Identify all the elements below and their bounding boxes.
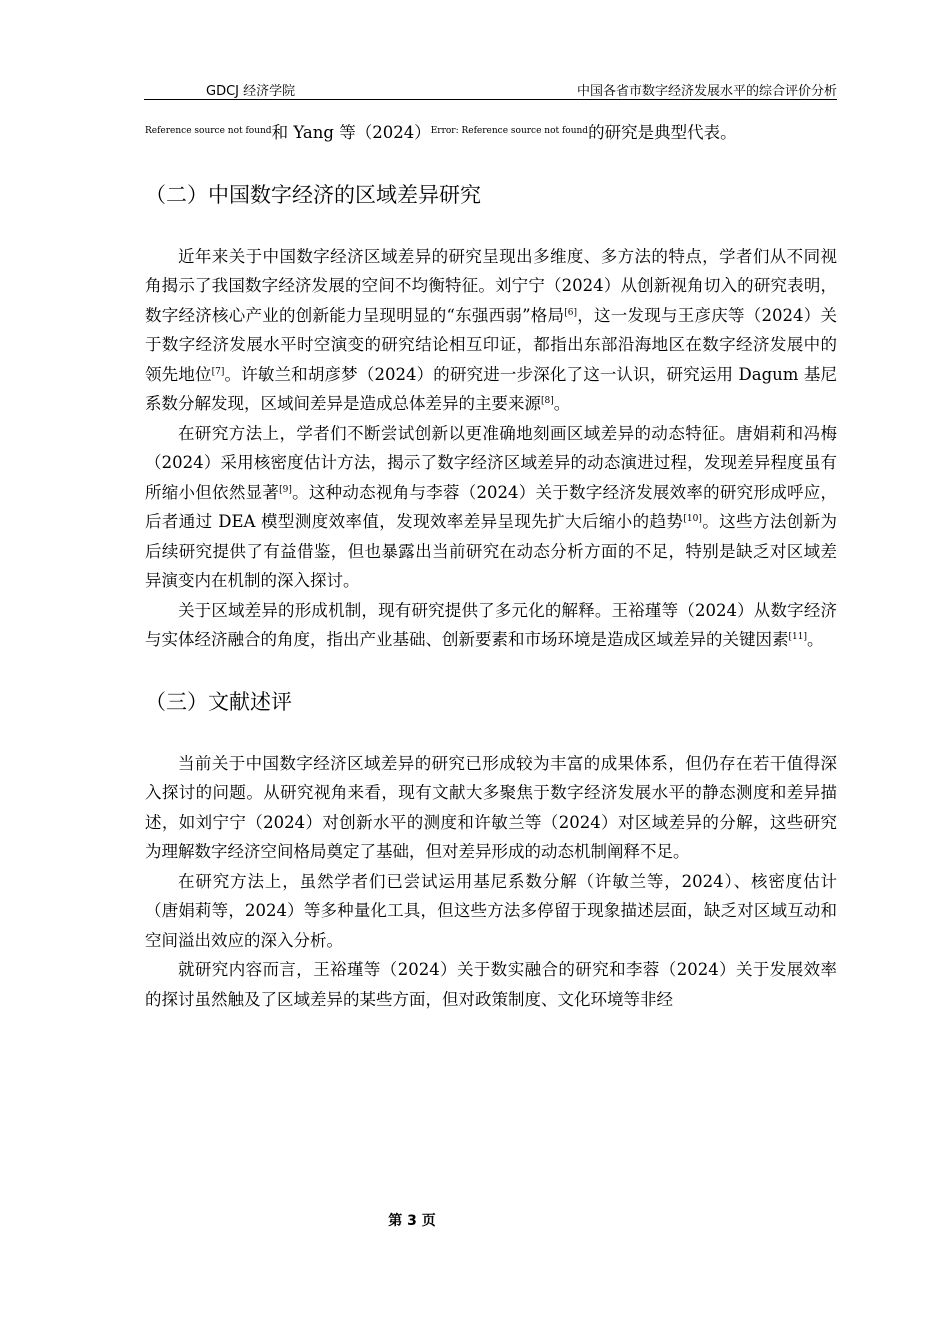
page-number: 第 3 页 (388, 1213, 436, 1229)
paragraph: 在研究方法上，虽然学者们已尝试运用基尼系数分解（许敏兰等，2024）、核密度估计（唐娟莉等，2024）等多种量化工具，但这些方法多停留于现象描述层面，缺乏对区域互动和空间溢出效应的深入分析。 (145, 871, 837, 950)
citation[interactable]: [6] (564, 307, 578, 318)
reference-error: Reference source not found (145, 126, 272, 136)
citation[interactable]: [11] (788, 632, 807, 642)
header-divider (144, 99, 837, 100)
paragraph: 就研究内容而言，王裕瑾等（2024）关于数实融合的研究和李蓉（2024）关于发展效率的探讨虽然触及了区域差异的某些方面，但对政策制度、文化环境等非经 (145, 960, 837, 1009)
citation[interactable]: [10] (683, 514, 702, 524)
citation[interactable]: [8] (541, 396, 554, 406)
page-body (145, 117, 837, 1014)
page-header (144, 78, 837, 100)
citation[interactable]: [9] (279, 484, 292, 495)
header-right-title: 中国各省市数字经济发展水平的综合评价分析 (576, 84, 837, 99)
continuation-line: $^{Reference source not found}$和 Yang 等$(2024)^{Error: Reference source not found}$的研究是典型代表。 (145, 123, 737, 142)
page-footer (0, 1210, 950, 1230)
paragraph: 关于区域差异的形成机制，现有研究提供了多元化的解释。王裕瑾等（2024）从数字经济与实体经济融合的角度，指出产业基础、创新要素和市场环境是造成区域差异的关键因素[11]。 (145, 600, 837, 649)
reference-error: Error: Reference source not found (430, 126, 589, 136)
paragraph: 当前关于中国数字经济区域差异的研究已形成较为丰富的成果体系，但仍存在若干值得深入探讨的问题。从研究视角来看，现有文献大多聚焦于数字经济发展水平的静态测度和差异描述，如刘宁宁（2024）对创新水平的测度和许敏兰等（2024）对区域差异的分解，这些研究为理解数字经济空间格局奠定了基础，但对差异形成的动态机制阐释不足。 (145, 753, 837, 861)
paragraph: 近年来关于中国数字经济区域差异的研究呈现出多维度、多方法的特点，学者们从不同视角揭示了我国数字经济发展的空间不均衡特征。刘宁宁（2024）从创新视角切入的研究表明，数字经济核心产业的创新能力呈现明显的“东强西弱”格局[6]，这一发现与王彦庆等（2024）关于数字经济发展水平时空演变的研究结论相互印证，都指出东部沿海地区在数字经济发展中的领先地位[7]。许敏兰和胡彦梦（2024）的研究进一步深化了这一认识，研究运用 Dagum 基尼系数分解发现，区域间差异是造成总体差异的主要来源[8]。 (145, 246, 837, 413)
paragraph: 在研究方法上，学者们不断尝试创新以更准确地刻画区域差异的动态特征。唐娟莉和冯梅（2024）采用核密度估计方法，揭示了数字经济区域差异的动态演进过程，发现差异程度虽有所缩小但依然显著[9]。这种动态视角与李蓉（2024）关于数字经济发展效率的研究形成呼应，后者通过 DEA 模型测度效率值，发现效率差异呈现先扩大后缩小的趋势[10]。这些方法创新为后续研究提供了有益借鉴，但也暴露出当前研究在动态分析方面的不足，特别是缺乏对区域差异演变内在机制的深入探讨。 (145, 423, 838, 590)
section-heading-literature-review: （三）文献述评 (145, 689, 292, 714)
section-heading-regional-differences: （二）中国数字经济的区域差异研究 (145, 182, 481, 207)
header-left-text: GDCJ 经济学院 (206, 84, 296, 99)
citation[interactable]: [7] (211, 366, 225, 377)
